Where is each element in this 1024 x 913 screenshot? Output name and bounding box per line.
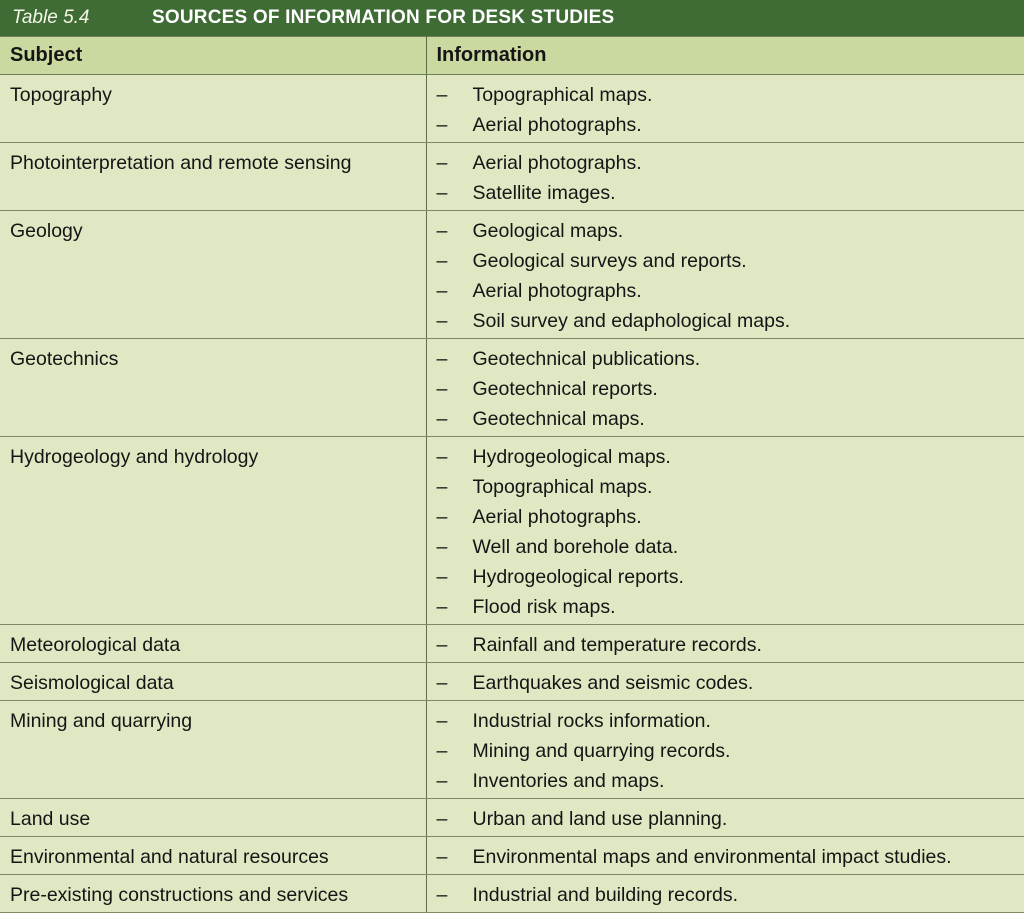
table-title: SOURCES OF INFORMATION FOR DESK STUDIES <box>152 7 614 29</box>
information-cell <box>426 437 1024 625</box>
table-number: Table 5.4 <box>12 7 152 29</box>
table-row <box>0 211 1024 339</box>
information-cell <box>426 143 1024 211</box>
subject-cell: Geology <box>0 211 426 339</box>
information-item: – Geological maps. <box>437 216 1024 246</box>
information-item: – Environmental maps and environmental impact studies. <box>437 842 1024 872</box>
information-item: – Geotechnical maps. <box>437 404 1024 434</box>
table-row <box>0 663 1024 701</box>
information-item: – Mining and quarrying records. <box>437 736 1024 766</box>
information-item: – Hydrogeological reports. <box>437 562 1024 592</box>
information-cell <box>426 339 1024 437</box>
information-item: – Soil survey and edaphological maps. <box>437 306 1024 336</box>
information-cell <box>426 875 1024 913</box>
table-row <box>0 143 1024 211</box>
table-row <box>0 875 1024 913</box>
subject-cell: Mining and quarrying <box>0 701 426 799</box>
information-list <box>437 880 1024 910</box>
information-list <box>437 442 1024 622</box>
information-cell <box>426 625 1024 663</box>
information-list <box>437 80 1024 140</box>
information-list <box>437 216 1024 336</box>
information-item: – Aerial photographs. <box>437 148 1024 178</box>
information-list <box>437 668 1024 698</box>
information-item: – Aerial photographs. <box>437 110 1024 140</box>
information-item: – Aerial photographs. <box>437 276 1024 306</box>
subject-cell: Topography <box>0 75 426 143</box>
information-item: – Well and borehole data. <box>437 532 1024 562</box>
table-row <box>0 701 1024 799</box>
information-item: – Hydrogeological maps. <box>437 442 1024 472</box>
information-list <box>437 630 1024 660</box>
subject-cell: Pre-existing constructions and services <box>0 875 426 913</box>
information-item: – Flood risk maps. <box>437 592 1024 622</box>
information-item: – Earthquakes and seismic codes. <box>437 668 1024 698</box>
table-row <box>0 799 1024 837</box>
information-item: – Urban and land use planning. <box>437 804 1024 834</box>
information-item: – Rainfall and temperature records. <box>437 630 1024 660</box>
information-cell <box>426 837 1024 875</box>
information-item: – Industrial and building records. <box>437 880 1024 910</box>
information-list <box>437 842 1024 872</box>
subject-cell: Meteorological data <box>0 625 426 663</box>
subject-cell: Photointerpretation and remote sensing <box>0 143 426 211</box>
information-item: – Inventories and maps. <box>437 766 1024 796</box>
header-row <box>0 37 1024 75</box>
information-cell <box>426 75 1024 143</box>
information-cell <box>426 799 1024 837</box>
information-item: – Geotechnical publications. <box>437 344 1024 374</box>
sources-table <box>0 36 1024 913</box>
information-item: – Geological surveys and reports. <box>437 246 1024 276</box>
subject-cell: Hydrogeology and hydrology <box>0 437 426 625</box>
information-item: – Aerial photographs. <box>437 502 1024 532</box>
table-row <box>0 339 1024 437</box>
information-cell <box>426 701 1024 799</box>
subject-cell: Land use <box>0 799 426 837</box>
table-row <box>0 837 1024 875</box>
subject-cell: Geotechnics <box>0 339 426 437</box>
subject-cell: Environmental and natural resources <box>0 837 426 875</box>
information-list <box>437 804 1024 834</box>
table-row <box>0 625 1024 663</box>
table-title-bar <box>0 0 1024 36</box>
information-item: – Topographical maps. <box>437 80 1024 110</box>
information-item: – Satellite images. <box>437 178 1024 208</box>
information-item: – Geotechnical reports. <box>437 374 1024 404</box>
information-cell <box>426 663 1024 701</box>
table-row <box>0 75 1024 143</box>
subject-cell: Seismological data <box>0 663 426 701</box>
subject-header: Subject <box>0 37 426 75</box>
information-cell <box>426 211 1024 339</box>
information-header: Information <box>426 37 1024 75</box>
table-row <box>0 437 1024 625</box>
information-list <box>437 706 1024 796</box>
table-body <box>0 75 1024 913</box>
information-item: – Topographical maps. <box>437 472 1024 502</box>
information-list <box>437 344 1024 434</box>
information-item: – Industrial rocks information. <box>437 706 1024 736</box>
information-list <box>437 148 1024 208</box>
